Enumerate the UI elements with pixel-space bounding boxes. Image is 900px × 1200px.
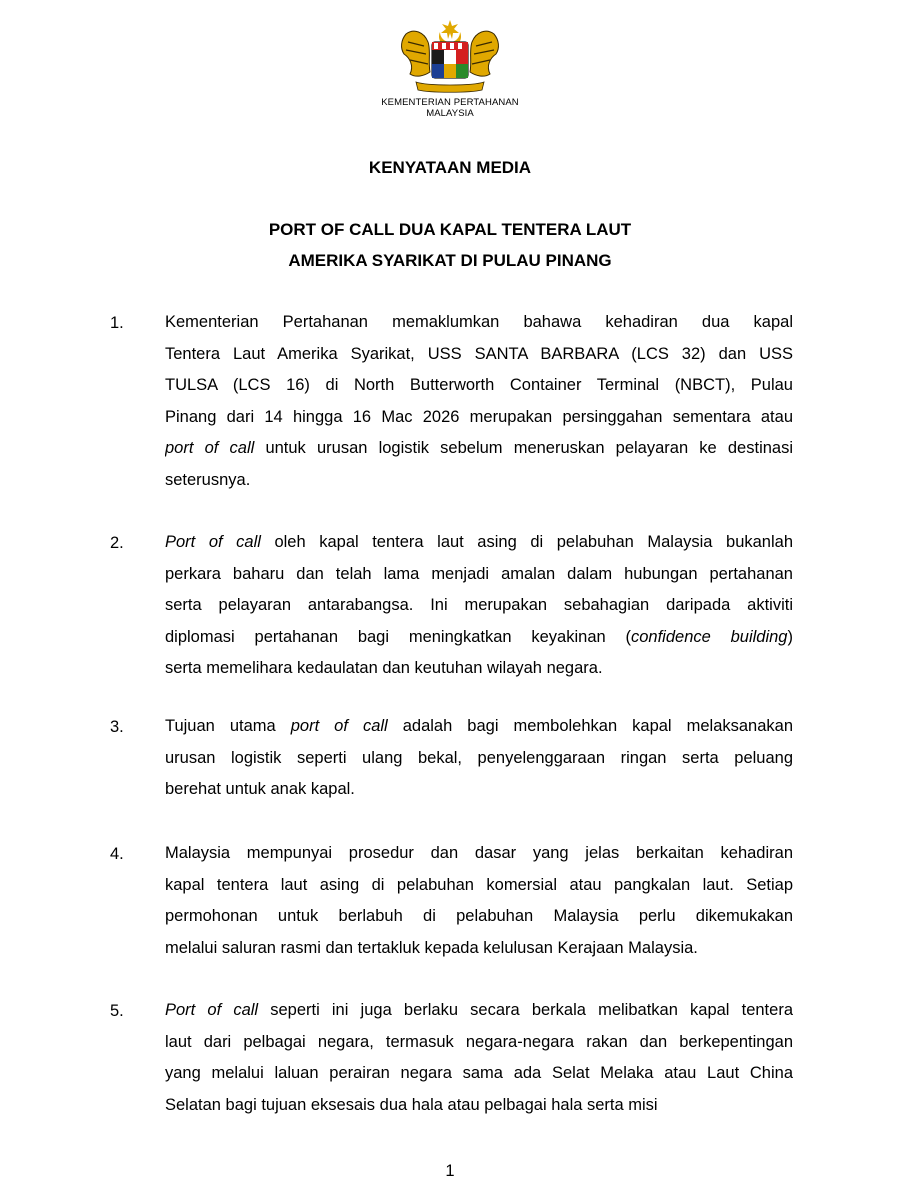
text-segment: serta memelihara kedaulatan dan keutuhan wilayah negara. [165, 659, 603, 677]
italic-term: confidence building [630, 627, 788, 646]
text-line [165, 838, 793, 870]
text-segment: Tentera Laut Amerika Syarikat, USS SANTA BARBARA (LCS 32) dan USS [165, 344, 793, 363]
text-line [165, 1090, 793, 1122]
coat-of-arms-logo [398, 20, 502, 96]
text-segment: seperti ini juga berlaku secara berkala melibatkan kapal tentera [258, 1001, 793, 1019]
paragraph-number: 4. [110, 845, 124, 863]
paragraph-number: 1. [110, 314, 124, 332]
italic-term: Port of call [165, 1001, 259, 1019]
text-line [165, 711, 793, 743]
italic-term: port of call [165, 439, 255, 457]
text-line [165, 339, 793, 371]
italic-term: Port of call [165, 533, 261, 551]
paragraph-5 [165, 995, 793, 1121]
document-title-line1: PORT OF CALL DUA KAPAL TENTERA LAUT [268, 220, 632, 239]
text-line [165, 402, 793, 434]
text-segment: Malaysia mempunyai prosedur dan dasar yang jelas berkaitan kehadiran [165, 844, 793, 862]
text-segment: Tujuan utama [165, 717, 291, 735]
paragraph-number: 2. [110, 534, 124, 552]
text-line [165, 653, 793, 685]
document-type-heading: KENYATAAN MEDIA [368, 158, 532, 177]
document-title-line2: AMERIKA SYARIKAT DI PULAU PINANG [288, 251, 612, 270]
paragraph-number: 5. [110, 1002, 124, 1020]
text-segment: Selatan bagi tujuan eksesais dua hala atau pelbagai hala serta misi [165, 1095, 658, 1114]
text-segment: untuk urusan logistik sebelum meneruskan pelayaran ke destinasi [254, 439, 793, 457]
text-line [165, 933, 793, 965]
text-segment: diplomasi pertahanan bagi meningkatkan keyakinan ( [165, 627, 631, 646]
text-segment: laut dari pelbagai negara, termasuk negara-negara rakan dan berkepentingan [165, 1032, 793, 1051]
paragraph-3 [165, 711, 793, 806]
text-line [165, 622, 793, 654]
text-line [165, 1058, 793, 1090]
text-segment: serta pelayaran antarabangsa. Ini merupakan sebahagian daripada aktiviti [165, 596, 793, 614]
text-segment: adalah bagi membolehkan kapal melaksanakan [387, 717, 793, 735]
italic-term: port of call [290, 717, 388, 735]
paragraph-2 [165, 527, 793, 685]
text-segment: ) [787, 627, 793, 646]
text-line [165, 527, 793, 559]
text-segment: Pinang dari 14 hingga 16 Mac 2026 merupakan persinggahan sementara atau [165, 407, 793, 426]
text-segment: Kementerian Pertahanan memaklumkan bahawa kehadiran dua kapal [165, 313, 793, 331]
text-line [165, 307, 793, 339]
text-line [165, 901, 793, 933]
ministry-name-line1: KEMENTERIAN PERTAHANAN [381, 97, 519, 108]
text-segment: urusan logistik seperti ulang bekal, penyelenggaraan ringan serta peluang [165, 748, 793, 767]
text-line [165, 465, 793, 497]
text-line [165, 743, 793, 775]
paragraph-1 [165, 307, 793, 496]
text-line [165, 774, 793, 806]
text-segment: melalui saluran rasmi dan tertakluk kepada kelulusan Kerajaan Malaysia. [165, 938, 698, 957]
page-number: 1 [445, 1162, 455, 1180]
text-line [165, 433, 793, 465]
text-segment: TULSA (LCS 16) di North Butterworth Container Terminal (NBCT), Pulau [165, 376, 793, 394]
text-segment: yang melalui laluan perairan negara sama ada Selat Melaka atau Laut China [165, 1064, 793, 1082]
text-line [165, 590, 793, 622]
paragraph-4 [165, 838, 793, 964]
text-segment: perkara baharu dan telah lama menjadi amalan dalam hubungan pertahanan [165, 564, 793, 583]
text-line [165, 1027, 793, 1059]
text-line [165, 870, 793, 902]
text-segment: permohonan untuk berlabuh di pelabuhan Malaysia perlu dikemukakan [165, 907, 793, 925]
text-segment: seterusnya. [165, 470, 251, 489]
text-line [165, 370, 793, 402]
text-segment: kapal tentera laut asing di pelabuhan komersial atau pangkalan laut. Setiap [165, 875, 793, 894]
text-segment: oleh kapal tentera laut asing di pelabuhan Malaysia bukanlah [260, 533, 793, 551]
text-segment: berehat untuk anak kapal. [165, 780, 355, 798]
star-icon [441, 20, 459, 39]
motto-scroll [416, 82, 484, 92]
ministry-name-line2: MALAYSIA [426, 108, 474, 119]
paragraph-number: 3. [110, 718, 124, 736]
text-line [165, 995, 793, 1027]
letterhead [0, 20, 900, 96]
text-line [165, 559, 793, 591]
